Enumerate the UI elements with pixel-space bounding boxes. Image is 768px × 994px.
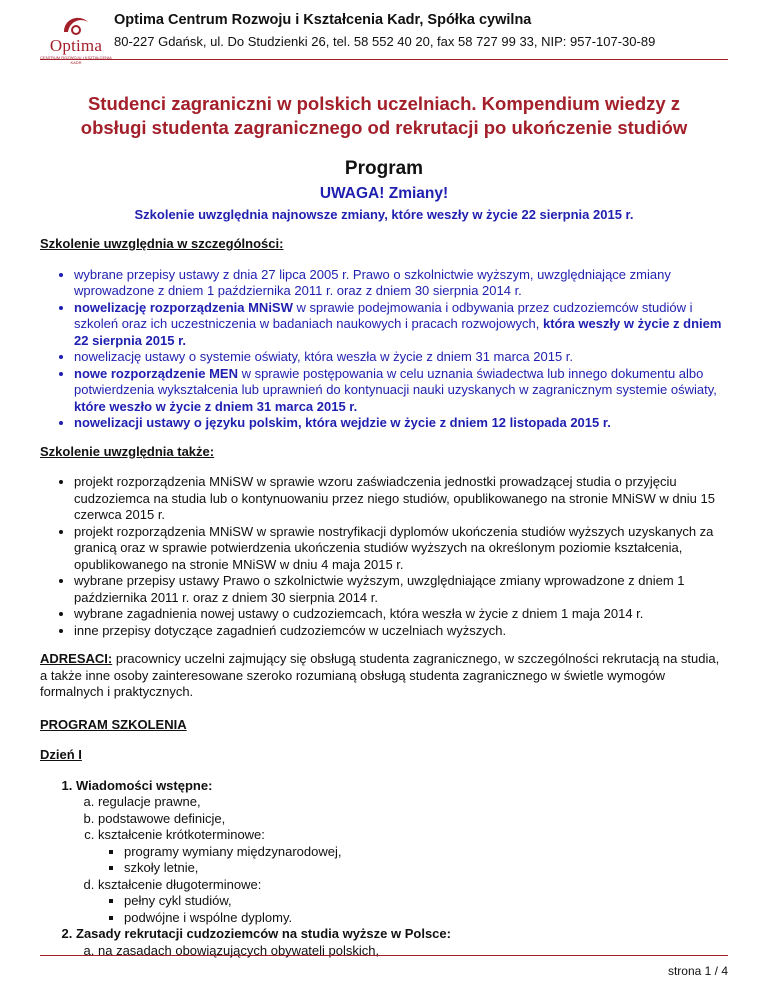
list-item: • inne przepisy dotyczące zagadnień cudzoziemców w uczelniach wyższych.	[74, 623, 730, 640]
list-item: • wybrane zagadnienia nowej ustawy o cudzoziemcach, która weszła w życie z dniem 1 maja 2014 r.	[74, 606, 730, 623]
changes-description: Szkolenie uwzględnia najnowsze zmiany, które weszły w życie 22 sierpnia 2015 r.	[134, 207, 634, 222]
nested-list	[98, 844, 730, 877]
list-item: ▪ pełny cykl studiów,	[124, 893, 730, 910]
header-divider	[40, 59, 728, 60]
logo-text: Optima	[49, 36, 103, 55]
addressees-label: ADRESACI:	[40, 651, 113, 666]
program-subpoints	[76, 943, 730, 960]
day-heading: Dzień I	[40, 747, 82, 762]
section2-heading: Szkolenie uwzględnia także:	[40, 443, 215, 459]
company-address: 80-227 Gdańsk, ul. Do Studzienki 26, tel. 58 552 40 20, fax 58 727 99 33, NIP: 957-107-30-89	[114, 34, 656, 49]
list-item: • nowe rozporządzenie MEN w sprawie postępowania w celu uznania świadectwa lub innego dokumentu albo potwierdzenia wykształcenia lub uprawnień do kontynuacji nauki uzyskanych w zagranicznym systemie oświaty, które weszło w życie z dniem 31 marca 2015 r.	[74, 366, 730, 416]
section1-heading: Szkolenie uwzględnia w szczególności:	[40, 236, 284, 251]
list-item: b. podstawowe definicje,	[98, 811, 730, 828]
section2-list	[40, 474, 730, 639]
logo-mark-icon	[60, 12, 92, 36]
optima-logo	[40, 12, 112, 65]
nested-list	[98, 893, 730, 926]
footer-divider	[40, 955, 728, 956]
list-item: d. kształcenie długoterminowe: ▪ pełny cykl studiów, ▪ podwójne i wspólne dyplomy.	[98, 877, 730, 927]
list-item: c. kształcenie krótkoterminowe: ▪ programy wymiany międzynarodowej, ▪ szkoły letnie,	[98, 827, 730, 877]
letterhead	[40, 12, 730, 65]
title-line-2: obsługi studenta zagranicznego od rekrutacji po ukończenie studiów	[80, 117, 688, 138]
list-item: • nowelizacji ustawy o języku polskim, która wejdzie w życie z dniem 12 listopada 2015 r.	[74, 415, 730, 432]
program-section-heading: PROGRAM SZKOLENIA	[40, 716, 187, 732]
list-item: ▪ szkoły letnie,	[124, 860, 730, 877]
list-item: • nowelizację ustawy o systemie oświaty, która weszła w życie z dniem 31 marca 2015 r.	[74, 349, 730, 366]
list-item: • projekt rozporządzenia MNiSW w sprawie wzoru zaświadczenia jednostki prowadzącej studia o przyjęciu cudzoziemca na studia lub o kontynuowaniu przez niego studiów, opublikowanego na stronie MNiSW w dniu 15 czerwca 2015 r.	[74, 474, 730, 524]
list-item: a. regulacje prawne,	[98, 794, 730, 811]
program-heading: Program	[344, 158, 424, 179]
addressees-text: pracownicy uczelni zajmujący się obsługą studenta zagranicznego, w szczególności rekrutacją na studia, a także inne osoby zainteresowane szeroko rozumianą obsługą studenta zagranicznego w świetle wymogów formalnych i praktycznych.	[40, 651, 720, 699]
logo-subtext: CENTRUM ROZWOJU I KSZTAŁCENIA KADR	[40, 55, 112, 65]
program-list	[40, 778, 730, 960]
addressees-paragraph	[40, 651, 730, 701]
program-subpoints	[76, 794, 730, 926]
list-item: ▪ podwójne i wspólne dyplomy.	[124, 910, 730, 927]
program-point: 2. Zasady rekrutacji cudzoziemców na studia wyższe w Polsce: a. na zasadach obowiązujących obywateli polskich,	[76, 926, 730, 959]
section1-list	[40, 267, 730, 432]
document-body	[40, 236, 730, 959]
list-item: • projekt rozporządzenia MNiSW w sprawie nostryfikacji dyplomów ukończenia studiów wyższych uzyskanych za granicą oraz w sprawie potwierdzenia ukończenia studiów wyższych na określonym poziomie kształcenia, opublikowanego na stronie MNiSW w dniu 4 maja 2015 r.	[74, 524, 730, 574]
program-point: 1. Wiadomości wstępne: a. regulacje prawne, b. podstawowe definicje, c. kształcenie krótkoterminowe: ▪ programy wymiany międzynarodowej, ▪ szkoły letnie, d. kształcenie długoterminowe: ▪ pełny cykl studiów, ▪ podwójne i wspólne dyplomy.	[76, 778, 730, 927]
list-item: • nowelizację rozporządzenia MNiSW w sprawie podejmowania i odbywania przez cudzoziemców studiów i szkoleń oraz ich uczestniczenia w badaniach naukowych i pracach rozwojowych, która weszły w życie z dniem 22 sierpnia 2015 r.	[74, 300, 730, 350]
list-item: • wybrane przepisy ustawy z dnia 27 lipca 2005 r. Prawo o szkolnictwie wyższym, uwzględniające zmiany wprowadzone z dniem 1 października 2011 r. oraz z dniem 30 sierpnia 2014 r.	[74, 267, 730, 300]
list-item: ▪ programy wymiany międzynarodowej,	[124, 844, 730, 861]
list-item: • wybrane przepisy ustawy Prawo o szkolnictwie wyższym, uwzględniające zmiany wprowadzone z dniem 1 października 2011 r. oraz z dniem 30 sierpnia 2014 r.	[74, 573, 730, 606]
changes-notice: UWAGA! Zmiany!	[319, 185, 449, 202]
page-number: strona 1 / 4	[667, 964, 728, 978]
document-title	[50, 92, 718, 140]
company-name: Optima Centrum Rozwoju i Kształcenia Kadr, Spółka cywilna	[114, 12, 532, 28]
title-line-1: Studenci zagraniczni w polskich uczelniach. Kompendium wiedzy z	[87, 93, 681, 114]
list-item: a. na zasadach obowiązujących obywateli polskich,	[98, 943, 730, 960]
